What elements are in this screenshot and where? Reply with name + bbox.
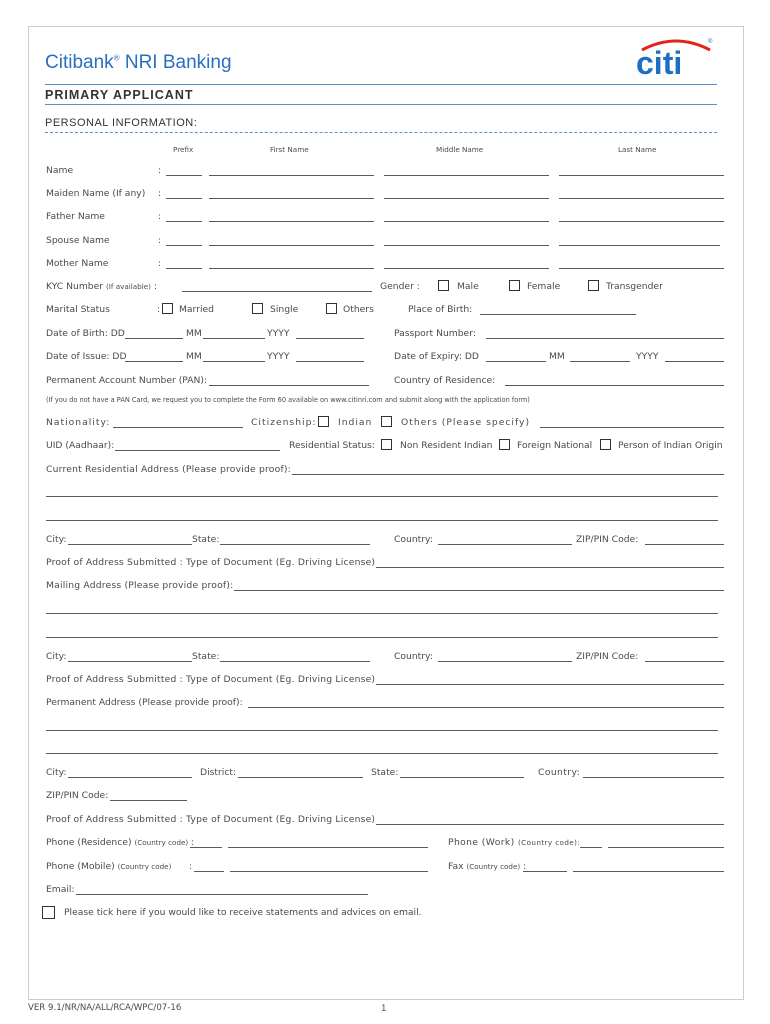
phone-mobile-label: Phone (Mobile) [46,861,115,872]
permanent-address-line2[interactable] [46,730,718,731]
email-statement-label: Please tick here if you would like to receive statements and advices on email. [64,907,422,918]
label-country: Country: [394,534,433,545]
doi-yyyy-label: YYYY [267,351,290,362]
current-proof-field[interactable] [376,567,724,568]
maiden-prefix-field[interactable] [166,198,202,199]
dob-yyyy-field[interactable] [296,338,364,339]
label-district: District: [200,767,237,778]
col-middle-name: Middle Name [436,145,484,154]
citizenship-indian-checkbox[interactable] [318,416,329,427]
citizenship-others-field[interactable] [540,427,724,428]
current-zip-field[interactable] [645,544,724,545]
father-prefix-field[interactable] [166,221,202,222]
page-number: 1 [381,1004,387,1014]
label-gender: Gender : [380,281,420,292]
mailing-address-line3[interactable] [46,637,718,638]
name-last-field[interactable] [559,175,724,176]
mailing-state-field[interactable] [220,661,370,662]
label-email: Email: [46,884,75,895]
colon: : [158,235,162,246]
gender-female-checkbox[interactable] [509,280,520,291]
residential-pio-checkbox[interactable] [600,439,611,450]
registered-mark: ® [113,53,120,63]
dob-mm-field[interactable] [203,338,265,339]
colon: : [191,837,195,848]
permanent-city-field[interactable] [68,777,192,778]
logo-text: citi [636,45,683,78]
label-current-address: Current Residential Address (Please provide proof): [46,464,291,475]
label-date-of-expiry: Date of Expiry: DD [394,351,479,362]
current-address-line3[interactable] [46,520,718,521]
version-code: VER 9.1/NR/NA/ALL/RCA/WPC/07-16 [28,1003,182,1013]
colon: : [158,258,162,269]
label-fax [448,861,526,872]
label-place-of-birth: Place of Birth: [408,304,473,315]
maiden-last-field[interactable] [559,198,724,199]
doi-yyyy-field[interactable] [296,361,364,362]
label-city: City: [46,534,67,545]
label-kyc [46,281,157,292]
citi-logo [636,36,716,78]
marital-others-label: Others [343,304,374,315]
form-frame [28,26,744,1000]
label-citizenship: Citizenship: [251,417,317,428]
label-phone-work [448,837,580,848]
label-uid: UID (Aadhaar): [46,440,115,451]
colon: : [189,861,193,872]
label-country: Country: [538,767,581,778]
gender-female-label: Female [527,281,561,292]
mailing-city-field[interactable] [68,661,192,662]
permanent-proof-field[interactable] [376,824,724,825]
label-city: City: [46,767,67,778]
label-city: City: [46,651,67,662]
father-last-field[interactable] [559,221,724,222]
country-code-note: (Country code) [466,862,521,871]
phone-residence-code-field[interactable] [190,847,222,848]
email-field[interactable] [76,894,368,895]
fax-label: Fax [448,861,464,872]
permanent-zip-field[interactable] [110,800,187,801]
citizenship-indian-label: Indian [338,417,373,428]
country-code-note: (Country code) [134,838,189,847]
mother-first-field[interactable] [209,268,374,269]
label-passport-number: Passport Number: [394,328,476,339]
gender-transgender-checkbox[interactable] [588,280,599,291]
current-address-line2[interactable] [46,496,718,497]
gender-male-label: Male [457,281,479,292]
doe-yyyy-field[interactable] [665,361,724,362]
label-phone-residence [46,837,194,848]
mother-last-field[interactable] [559,268,724,269]
fax-code-field[interactable] [523,871,567,872]
subtitle-rule [45,132,717,133]
marital-others-checkbox[interactable] [326,303,337,314]
label-phone-mobile [46,861,171,872]
maiden-first-field[interactable] [209,198,374,199]
kyc-note: (If available) [105,282,151,291]
label-mailing-address: Mailing Address (Please provide proof): [46,580,234,591]
place-of-birth-field[interactable] [480,314,636,315]
marital-married-label: Married [179,304,214,315]
dob-mm-label: MM [186,328,202,339]
label-mother-name: Mother Name [46,258,109,269]
phone-residence-label: Phone (Residence) [46,837,132,848]
mailing-country-field[interactable] [438,661,572,662]
name-prefix-field[interactable] [166,175,202,176]
current-state-field[interactable] [220,544,370,545]
header-rule [45,84,717,85]
spouse-middle-field[interactable] [384,245,549,246]
brand-title [45,52,232,74]
pan-note: (If you do not have a PAN Card, we request you to complete the Form 60 available on www.citinri.com and submit along with the application form) [46,396,530,404]
citizenship-others-checkbox[interactable] [381,416,392,427]
kyc-field[interactable] [182,291,372,292]
mailing-zip-field[interactable] [645,661,724,662]
label-pan: Permanent Account Number (PAN): [46,375,208,386]
logo-registered-mark: ® [708,39,713,45]
doe-yyyy-label: YYYY [636,351,659,362]
label-zip: ZIP/PIN Code: [46,790,109,801]
name-first-field[interactable] [209,175,374,176]
permanent-address-line1[interactable] [248,707,724,708]
residential-nri-label: Non Resident Indian [400,440,493,451]
label-maiden-name: Maiden Name (If any) [46,188,146,199]
current-city-field[interactable] [68,544,192,545]
marital-married-checkbox[interactable] [162,303,173,314]
label-state: State: [192,651,220,662]
uid-field[interactable] [115,450,280,451]
doi-mm-field[interactable] [203,361,265,362]
mailing-proof-field[interactable] [376,684,724,685]
fax-field[interactable] [573,871,724,872]
spouse-prefix-field[interactable] [166,245,202,246]
maiden-middle-field[interactable] [384,198,549,199]
permanent-district-field[interactable] [238,777,363,778]
country-of-residence-field[interactable] [505,385,724,386]
label-proof-of-address: Proof of Address Submitted : Type of Document (Eg. Driving License) [46,674,376,685]
label-name: Name [46,165,74,176]
residential-nri-checkbox[interactable] [381,439,392,450]
permanent-address-line3[interactable] [46,753,718,754]
mailing-address-line2[interactable] [46,613,718,614]
section-title: PRIMARY APPLICANT [45,88,194,102]
kyc-label: KYC Number [46,281,104,292]
label-marital-status: Marital Status [46,304,110,315]
residential-pio-label: Person of Indian Origin [618,440,723,451]
label-zip: ZIP/PIN Code: [576,651,639,662]
label-nationality: Nationality: [46,417,111,428]
permanent-country-field[interactable] [583,777,724,778]
doe-mm-field[interactable] [570,361,630,362]
father-middle-field[interactable] [384,221,549,222]
doe-dd-field[interactable] [486,361,546,362]
current-address-line1[interactable] [292,474,724,475]
colon: : [523,861,527,872]
email-statement-checkbox[interactable] [42,906,55,919]
title-rule [45,104,717,105]
label-permanent-address: Permanent Address (Please provide proof): [46,697,243,708]
colon: : [158,211,162,222]
phone-work-label: Phone (Work) [448,837,515,848]
label-spouse-name: Spouse Name [46,235,110,246]
label-state: State: [371,767,399,778]
pan-field[interactable] [209,385,369,386]
doe-mm-label: MM [549,351,565,362]
name-middle-field[interactable] [384,175,549,176]
country-code-note: (Country code) [117,862,172,871]
brand-name: Citibank [45,52,114,73]
doi-dd-field[interactable] [125,361,183,362]
colon: : [158,188,162,199]
doi-mm-label: MM [186,351,202,362]
spouse-last-field[interactable] [559,245,720,246]
colon: : [157,304,161,315]
marital-single-label: Single [270,304,299,315]
col-first-name: First Name [270,145,309,154]
label-proof-of-address: Proof of Address Submitted : Type of Document (Eg. Driving License) [46,814,376,825]
marital-single-checkbox[interactable] [252,303,263,314]
phone-mobile-field[interactable] [230,871,428,872]
label-dob: Date of Birth: DD [46,328,125,339]
dob-yyyy-label: YYYY [267,328,290,339]
label-proof-of-address: Proof of Address Submitted : Type of Document (Eg. Driving License) [46,557,376,568]
residential-foreign-checkbox[interactable] [499,439,510,450]
label-date-of-issue: Date of Issue: DD [46,351,127,362]
gender-male-checkbox[interactable] [438,280,449,291]
label-zip: ZIP/PIN Code: [576,534,639,545]
phone-work-code-field[interactable] [580,847,602,848]
product-name: NRI Banking [124,52,232,73]
phone-work-field[interactable] [608,847,724,848]
passport-number-field[interactable] [486,338,724,339]
col-last-name: Last Name [618,145,657,154]
nationality-field[interactable] [113,427,243,428]
colon: : [158,165,162,176]
gender-transgender-label: Transgender [606,281,663,292]
phone-residence-field[interactable] [228,847,428,848]
label-state: State: [192,534,220,545]
father-first-field[interactable] [209,221,374,222]
col-prefix: Prefix [173,145,194,154]
residential-foreign-label: Foreign National [517,440,593,451]
mother-middle-field[interactable] [384,268,549,269]
phone-mobile-code-field[interactable] [194,871,224,872]
section-subtitle: PERSONAL INFORMATION: [45,117,198,129]
permanent-state-field[interactable] [400,777,524,778]
current-country-field[interactable] [438,544,572,545]
label-country-of-residence: Country of Residence: [394,375,496,386]
mailing-address-line1[interactable] [234,590,724,591]
citizenship-others-label: Others (Please specify) [401,417,531,428]
label-country: Country: [394,651,433,662]
label-residential-status: Residential Status: [289,440,375,451]
spouse-first-field[interactable] [209,245,374,246]
country-code-note: (Country code): [517,838,581,847]
colon: : [153,281,158,292]
label-father-name: Father Name [46,211,105,222]
mother-prefix-field[interactable] [166,268,202,269]
dob-dd-field[interactable] [125,338,183,339]
